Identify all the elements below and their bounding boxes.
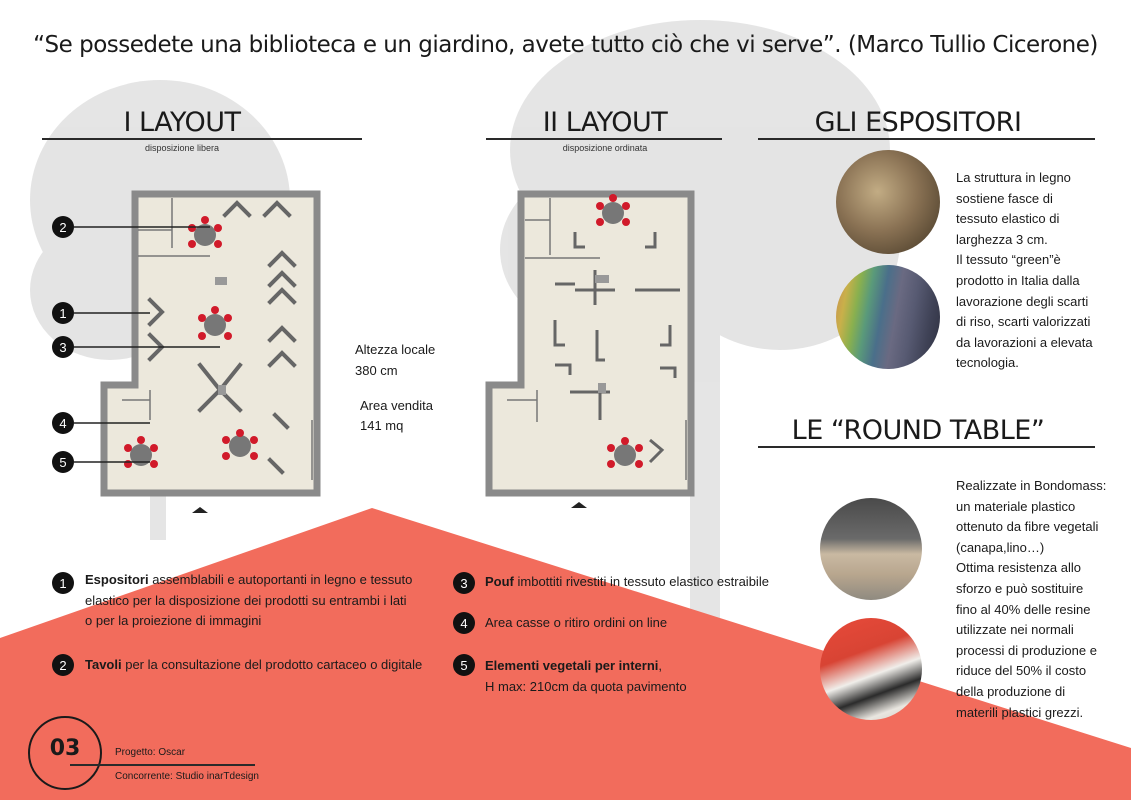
layout1-subtitle: disposizione libera bbox=[144, 143, 220, 153]
legend-item-1: Espositori assemblabili e autoportanti in legno e tessuto elastico per la disposizione dei prodotti su entrambi i lati o per la proiezione di immagini bbox=[85, 572, 413, 628]
round-table-image bbox=[820, 618, 922, 720]
green-fabric-image bbox=[836, 265, 940, 369]
legend-badge-4: 4 bbox=[453, 612, 475, 634]
sales-area-value: 141 mq bbox=[360, 418, 404, 433]
room-height-label: Altezza locale bbox=[355, 342, 436, 357]
room-height-value: 380 cm bbox=[355, 363, 398, 378]
espositori-rule bbox=[758, 138, 1095, 140]
legend-badge-2: 2 bbox=[52, 654, 74, 676]
legend-item-3: Pouf imbottiti rivestiti in tessuto elastico estraibile bbox=[485, 574, 769, 589]
footer-rule bbox=[70, 764, 255, 766]
layout1-title: I LAYOUT bbox=[123, 107, 241, 138]
bondomass-chair-image bbox=[820, 498, 922, 600]
round-table-rule bbox=[758, 446, 1095, 448]
footer-project: Progetto: Oscar bbox=[115, 747, 186, 758]
espositori-title: GLI ESPOSITORI bbox=[814, 107, 1022, 138]
legend-badge-5: 5 bbox=[453, 654, 475, 676]
legend-item-2: Tavoli per la consultazione del prodotto cartaceo o digitale bbox=[85, 657, 423, 672]
layout2-rule bbox=[486, 138, 722, 140]
footer-competitor: Concorrente: Studio inarTdesign bbox=[115, 771, 259, 782]
plan-marker-2: 2 bbox=[52, 216, 74, 238]
plan-marker-1: 1 bbox=[52, 302, 74, 324]
straw-material-image bbox=[836, 150, 940, 254]
sales-area-label: Area vendita bbox=[360, 398, 433, 413]
plan-marker-3: 3 bbox=[52, 336, 74, 358]
legend-badge-1: 1 bbox=[52, 572, 74, 594]
plan-marker-5: 5 bbox=[52, 451, 74, 473]
round-table-title: LE “ROUND TABLE” bbox=[791, 415, 1045, 446]
espositori-description: La struttura in legno sostiene fasce di tessuto elastico di larghezza 3 cm. Il tessuto “green”è prodotto in Italia dalla lavorazione degli scarti di riso, scarti valorizzati da lavorazioni a elevata tecnologia. bbox=[956, 170, 1093, 371]
marker-leaders bbox=[60, 215, 230, 475]
layout1-rule bbox=[42, 138, 362, 140]
legend-item-5: Elementi vegetali per interni, H max: 210cm da quota pavimento bbox=[485, 658, 687, 694]
page-quote: “Se possedete una biblioteca e un giardino, avete tutto ciò che vi serve”. (Marco Tullio Cicerone) bbox=[33, 32, 1098, 58]
floor-plan-2 bbox=[485, 190, 700, 515]
layout2-title: II LAYOUT bbox=[542, 107, 668, 138]
plan-marker-4: 4 bbox=[52, 412, 74, 434]
legend-item-4: Area casse o ritiro ordini on line bbox=[485, 615, 668, 630]
layout2-subtitle: disposizione ordinata bbox=[562, 143, 648, 153]
legend-badge-3: 3 bbox=[453, 572, 475, 594]
round-table-description: Realizzate in Bondomass: un materiale plastico ottenuto da fibre vegetali (canapa,lino…) Ottima resistenza allo sforzo e può sostituire fino al 40% delle resine utilizzate nei normali processi di produzione e riduce del 50% il costo della produzione di materili plastici grezzi. bbox=[956, 478, 1107, 720]
page-number: 03 bbox=[49, 736, 81, 761]
